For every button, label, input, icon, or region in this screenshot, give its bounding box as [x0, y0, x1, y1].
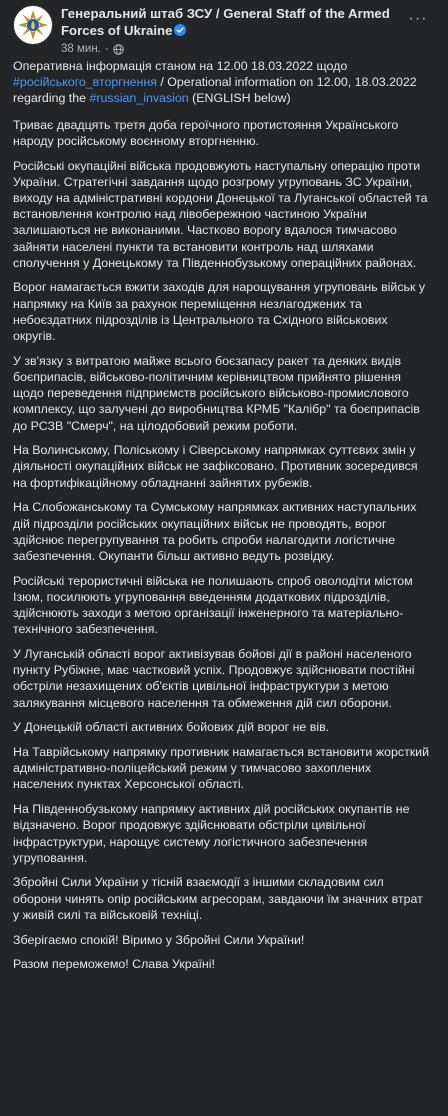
globe-icon[interactable] [113, 44, 124, 55]
post-header-text [61, 5, 398, 57]
post-body [13, 58, 432, 972]
paragraph-5: На Волинському, Поліському і Сіверському напрямках суттєвих змін у діяльності окупаційних військ не зафіксовано. Противник зосередився на фортифікаційному обладнанні зайнятих рубежів. [13, 443, 418, 490]
paragraph-10: На Таврійському напрямку противник намагається встановити жорсткий адміністративно-поліцейський режим у тимчасово захоплених населених пунктах Херсонської області. [13, 745, 430, 792]
paragraph-7: Російські терористичні війська не полишають спроб оволодіти містом Ізюм, посилюють угруповання введенням додаткових підрозділів, здійснюють заходи з метою організації інженерного та матеріально-технічного забезпечення. [13, 573, 413, 637]
paragraph-6: На Слобожанському та Сумському напрямках активних наступальних дій підрозділи російських окупаційних військ не проводять, ворог здійснює перегрупування та робить спроби налагодити логістичне забезпечення. Окупанти більш активно ведуть розвідку. [13, 500, 417, 563]
page-avatar[interactable] [13, 5, 53, 45]
paragraph-4: У зв'язку з витратою майже всього боєзапасу ракет та деяких видів боєприпасів, військово-політичним керівництвом прийнято рішення щодо переведення підприємств російського військово-промислового комплексу, що залучені до виробництва КРМБ "Калібр" та боєприпасів до РСЗВ "Смерч", на цілодобовий режим роботи. [13, 353, 420, 433]
paragraph-8: У Луганській області ворог активізував бойові дії в районі населеного пункту Рубіжне, має частковий успіх. Продовжує здійснювати постійні обстріли незахищених об'єктів цивільної інфраструктури з метою залякування місцевого населення та обмеження дій сил оборони. [13, 647, 415, 710]
paragraph-12: Збройні Сили України у тісній взаємодії з іншими складовим сил оборони чинять опір російським агресорам, завдаючи їм значних втрат у живій силі та військовій техніці. [13, 875, 423, 922]
intro-text-2: / Operational information on 12.00, 18.03.2022 regarding the [13, 75, 417, 106]
page-name-link[interactable] [61, 5, 398, 39]
hashtag-link-en[interactable]: #russian_invasion [89, 91, 189, 106]
intro-text-3: (ENGLISH below) [188, 91, 291, 106]
paragraph-1: Триває двадцять третя доба героїчного протистояння Українського народу російському воєнному вторгненню. [13, 117, 399, 148]
paragraph-14: Разом переможемо! Слава Україні! [13, 957, 215, 972]
paragraph-2: Російські окупаційні війська продовжують наступальну операцію проти України. Стратегічні завдання щодо розгрому угруповань ЗС України, виходу на адміністративні кордони Донецької та Луганської областей та встановлення контролю над лівобережною частиною України залишаються не виконаними. Частково ворогу вдалося тимчасово зайняти населені пункти та встановити контроль над шляхами сполучення у Донецькому та Південнобузькому операційних районах. [13, 158, 428, 270]
emblem-icon [16, 8, 50, 42]
post-intro [13, 58, 432, 107]
post-header [13, 0, 432, 58]
more-options-icon[interactable]: ··· [408, 10, 428, 27]
paragraph-3: Ворог намагається вжити заходів для нарощування угруповань військ у напрямку на Київ за рахунок переміщення незлагоджених та небоєздатних підрозділів із Центрального та Східного військових округів. [13, 280, 426, 344]
page-name-text: Генеральний штаб ЗСУ / General Staff of the Armed Forces of Ukraine [61, 6, 390, 38]
hashtag-link-ua[interactable]: #російського_вторгнення [13, 75, 157, 90]
post-meta [61, 41, 398, 57]
paragraph-13: Зберігаємо спокій! Віримо у Збройні Сили України! [13, 932, 305, 947]
paragraph-9: У Донецькій області активних бойових дій ворог не вів. [13, 720, 330, 735]
post-timestamp[interactable]: 38 мин. [61, 43, 101, 55]
paragraph-11: На Південнобузькому напрямку активних дій російських окупантів не відзначено. Ворог продовжує здійснювати обстріли цивільної інфраструктури, нарощує систему логістичного забезпечення угруповання. [13, 802, 410, 865]
meta-separator: · [104, 43, 109, 55]
verified-badge-icon [174, 24, 186, 36]
intro-text-1: Оперативна інформація станом на 12.00 18.03.2022 щодо [13, 59, 348, 73]
